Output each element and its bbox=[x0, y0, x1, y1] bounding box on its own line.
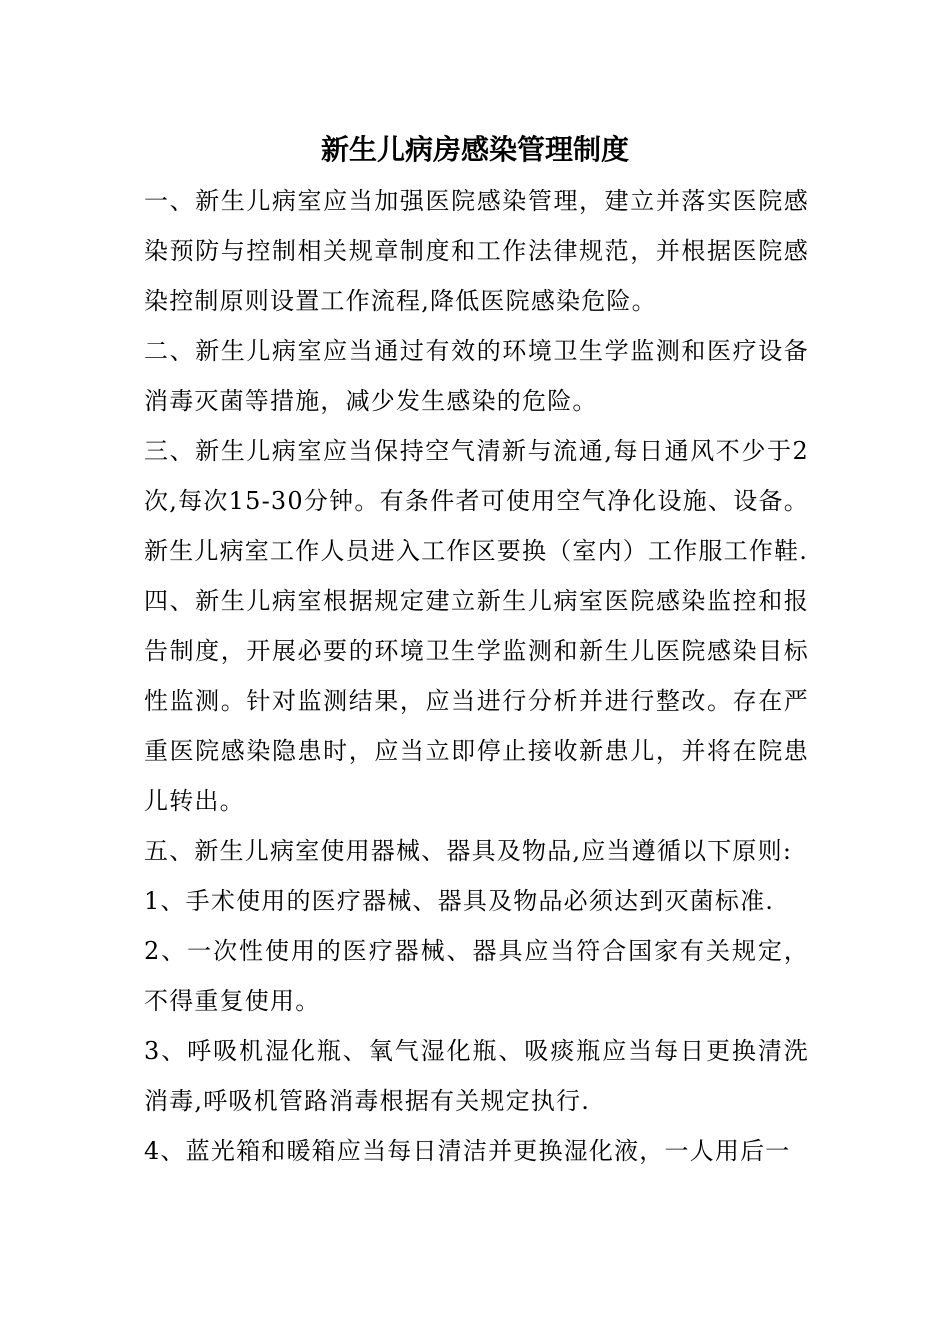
document-title: 新生儿病房感染管理制度 bbox=[320, 133, 629, 166]
paragraph-1: 一、新生儿病室应当加强医院感染管理，建立并落实医院感染预防与控制相关规章制度和工作法律规范，并根据医院感染控制原则设置工作流程,降低医院感染危险。 bbox=[144, 187, 809, 315]
list-item-2: 2、一次性使用的医疗器械、器具应当符合国家有关规定，不得重复使用。 bbox=[144, 937, 809, 1015]
document-body bbox=[144, 176, 809, 1176]
paragraph-3: 三、新生儿病室应当保持空气清新与流通,每日通风不少于2次,每次15-30分钟。有条件者可使用空气净化设施、设备。新生儿病室工作人员进入工作区要换（室内）工作服工作鞋. bbox=[144, 437, 809, 565]
list-item-1: 1、手术使用的医疗器械、器具及物品必须达到灭菌标准. bbox=[144, 887, 775, 915]
list-item-3: 3、呼吸机湿化瓶、氧气湿化瓶、吸痰瓶应当每日更换清洗消毒,呼吸机管路消毒根据有关规定执行. bbox=[144, 1037, 809, 1115]
paragraph-5: 五、新生儿病室使用器械、器具及物品,应当遵循以下原则: bbox=[144, 837, 793, 865]
paragraph-4: 四、新生儿病室根据规定建立新生儿病室医院感染监控和报告制度，开展必要的环境卫生学监测和新生儿医院感染目标性监测。针对监测结果，应当进行分析并进行整改。存在严重医院感染隐患时，应当立即停止接收新患儿，并将在院患儿转出。 bbox=[144, 587, 809, 815]
paragraph-2: 二、新生儿病室应当通过有效的环境卫生学监测和医疗设备消毒灭菌等措施，减少发生感染的危险。 bbox=[144, 337, 809, 415]
list-item-4: 4、蓝光箱和暖箱应当每日清洁并更换湿化液，一人用后一 bbox=[144, 1137, 791, 1165]
